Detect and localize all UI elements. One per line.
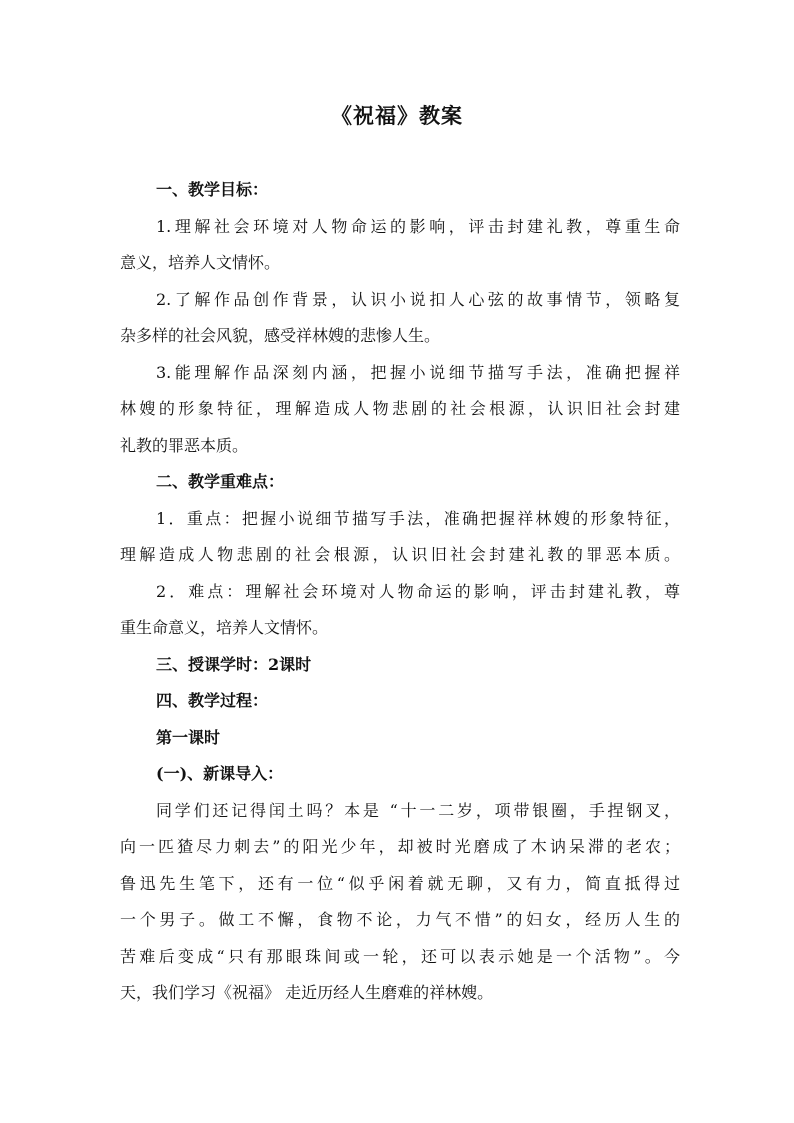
paragraph-line: 2．难点：理解社会环境对人物命运的影响，评击封建礼教，尊 (156, 581, 680, 601)
paragraph-line: 1．重点：把握小说细节描写手法，准确把握祥林嫂的形象特征， (156, 508, 680, 528)
paragraph-line: 重生命意义，培养人文情怀。 (120, 618, 329, 637)
paragraph-line: 理解造成人物悲剧的社会根源，认识旧社会封建礼教的罪恶本质。 (120, 545, 680, 564)
document-title: 《祝福》教案 (331, 103, 463, 128)
subsection-heading-introduction: (一)、新课导入： (156, 764, 284, 783)
paragraph-line: 鲁迅先生笔下，还有一位“似乎闲着就无聊，又有力，简直抵得过 (120, 873, 680, 893)
paragraph-line: 意义，培养人文情怀。 (120, 253, 281, 272)
paragraph-line: 向一匹猹尽力刺去”的阳光少年，却被时光磨成了木讷呆滞的老农； (120, 837, 680, 856)
paragraph-line: 一个男子。做工不懈，食物不论，力气不惜”的妇女，经历人生的 (120, 910, 680, 929)
paragraph-line: 天，我们学习《祝福》 走近历经人生磨难的祥林嫂。 (120, 983, 494, 1002)
paragraph-line: 杂多样的社会风貌，感受祥林嫂的悲惨人生。 (120, 326, 441, 345)
section-heading-process: 四、教学过程： (156, 691, 269, 710)
paragraph-line: 1.理解社会环境对人物命运的影响，评击封建礼教，尊重生命 (156, 216, 680, 236)
paragraph-line: 2.了解作品创作背景，认识小说扣人心弦的故事情节，领略复 (156, 289, 680, 309)
paragraph-line: 苦难后变成“只有那眼珠间或一轮，还可以表示她是一个活物”。今 (120, 946, 680, 966)
paragraph-line: 3.能理解作品深刻内涵，把握小说细节描写手法，准确把握祥 (156, 362, 680, 382)
paragraph-line: 礼教的罪恶本质。 (120, 435, 249, 455)
paragraph-line: 林嫂的形象特征，理解造成人物悲剧的社会根源，认识旧社会封建 (120, 399, 680, 418)
section-heading-key-points: 二、教学重难点： (156, 472, 285, 491)
paragraph-line: 同学们还记得闰土吗？本是 “十一二岁，项带银圈，手捏钢叉， (156, 800, 680, 820)
subsection-heading-first-lesson: 第一课时 (156, 727, 221, 747)
section-heading-hours: 三、授课学时：2课时 (156, 654, 312, 674)
document-body (120, 172, 680, 1012)
section-heading-objectives: 一、教学目标： (156, 180, 269, 199)
